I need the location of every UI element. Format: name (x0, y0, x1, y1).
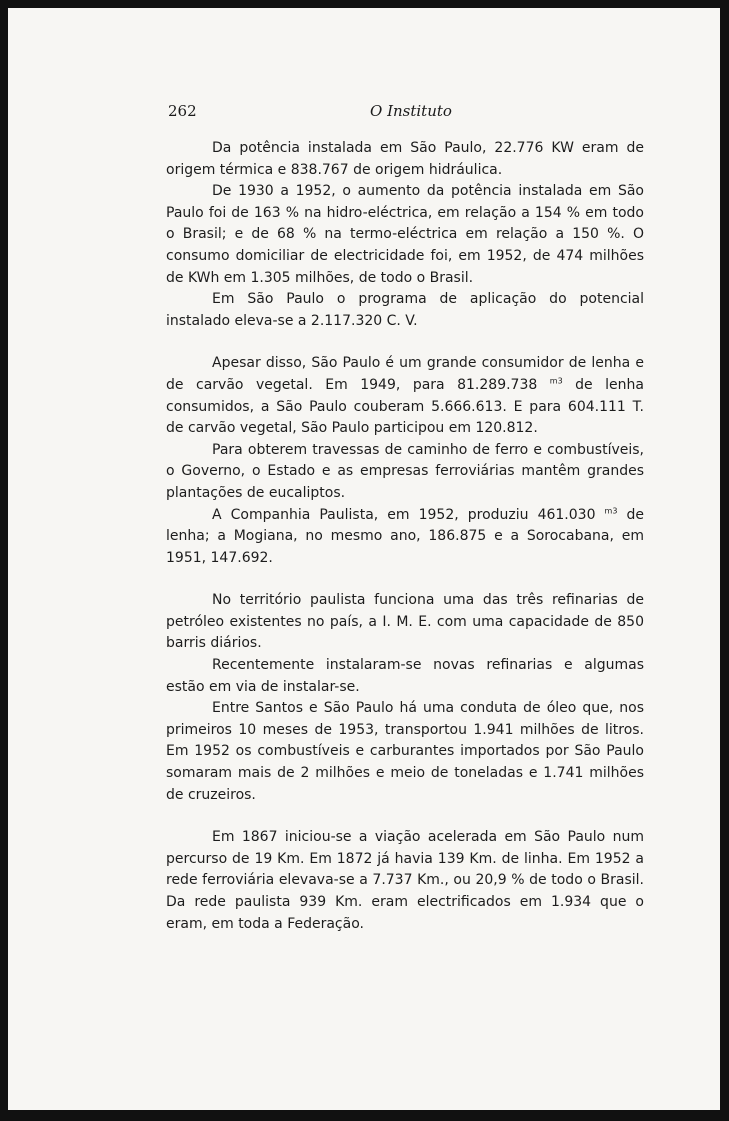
page-header (168, 102, 648, 122)
text-run: Para obterem travessas de caminho de ferro e combustíveis, o Governo, o Estado e as empresas ferroviárias mantêm grandes plantações de eucaliptos. (166, 441, 644, 501)
paragraph (166, 181, 644, 289)
page-number: 262 (168, 102, 197, 120)
paragraph (166, 440, 644, 505)
paragraph (166, 505, 644, 570)
text-run: Em 1867 iniciou-se a viação acelerada em São Paulo num percurso de 19 Km. Em 1872 já havia 139 Km. de linha. Em 1952 a rede ferroviária elevava-se a 7.737 Km., ou 20,9 % de todo o Brasil. Da rede paulista 939 Km. eram electrificados em 1.934 que o eram, em toda a Federação. (166, 829, 644, 932)
text-run: No território paulista funciona uma das três refinarias de petróleo existentes no país, a I. M. E. com uma capacidade de 850 barris diários. (166, 592, 644, 652)
text-run: De 1930 a 1952, o aumento da potência instalada em São Paulo foi de 163 % na hidro-eléctrica, em relação a 154 % em todo o Brasil; e de 68 % na termo-eléctrica em relação a 150 %. O consumo domiciliar de electricidade foi, em 1952, de 474 milhões de KWh em 1.305 milhões, de todo o Brasil. (166, 183, 644, 286)
text-section (166, 827, 644, 935)
unit-superscript: m3 (549, 376, 563, 386)
unit-superscript: m3 (604, 505, 618, 515)
text-run: de lenha; a Mogiana, no mesmo ano, 186.875 e a Sorocabana, em 1951, 147.692. (166, 506, 645, 566)
text-run: Entre Santos e São Paulo há uma conduta de óleo que, nos primeiros 10 meses de 1953, transportou 1.941 milhões de litros. Em 1952 os combustíveis e carburantes importados por São Paulo somaram mais de 2 milhões e meio de toneladas e 1.741 milhões de cruzeiros. (166, 700, 644, 803)
text-section (166, 138, 644, 332)
text-run: Apesar disso, São Paulo é um grande consumidor de lenha e de carvão vegetal. Em 1949, para 81.289.738 (166, 355, 644, 393)
text-run: de lenha consumidos, a São Paulo couberam 5.666.613. E para 604.111 T. de carvão vegetal, São Paulo participou em 120.812. (166, 376, 644, 437)
text-run: Da potência instalada em São Paulo, 22.776 KW eram de origem térmica e 838.767 de origem hidráulica. (166, 140, 644, 178)
text-section (166, 590, 644, 806)
running-title: O Instituto (370, 102, 452, 120)
paragraph (166, 698, 644, 806)
paragraph (166, 353, 644, 439)
paragraph (166, 655, 644, 698)
book-page (8, 8, 720, 1110)
text-run: A Companhia Paulista, em 1952, produziu 461.030 (212, 506, 605, 523)
paragraph (166, 289, 644, 332)
text-section (166, 353, 644, 569)
body-text (166, 138, 644, 956)
paragraph (166, 138, 644, 181)
text-run: Em São Paulo o programa de aplicação do potencial instalado eleva-se a 2.117.320 C. V. (166, 291, 644, 329)
paragraph (166, 827, 644, 935)
paragraph (166, 590, 644, 655)
text-run: Recentemente instalaram-se novas refinarias e algumas estão em via de instalar-se. (166, 657, 644, 695)
